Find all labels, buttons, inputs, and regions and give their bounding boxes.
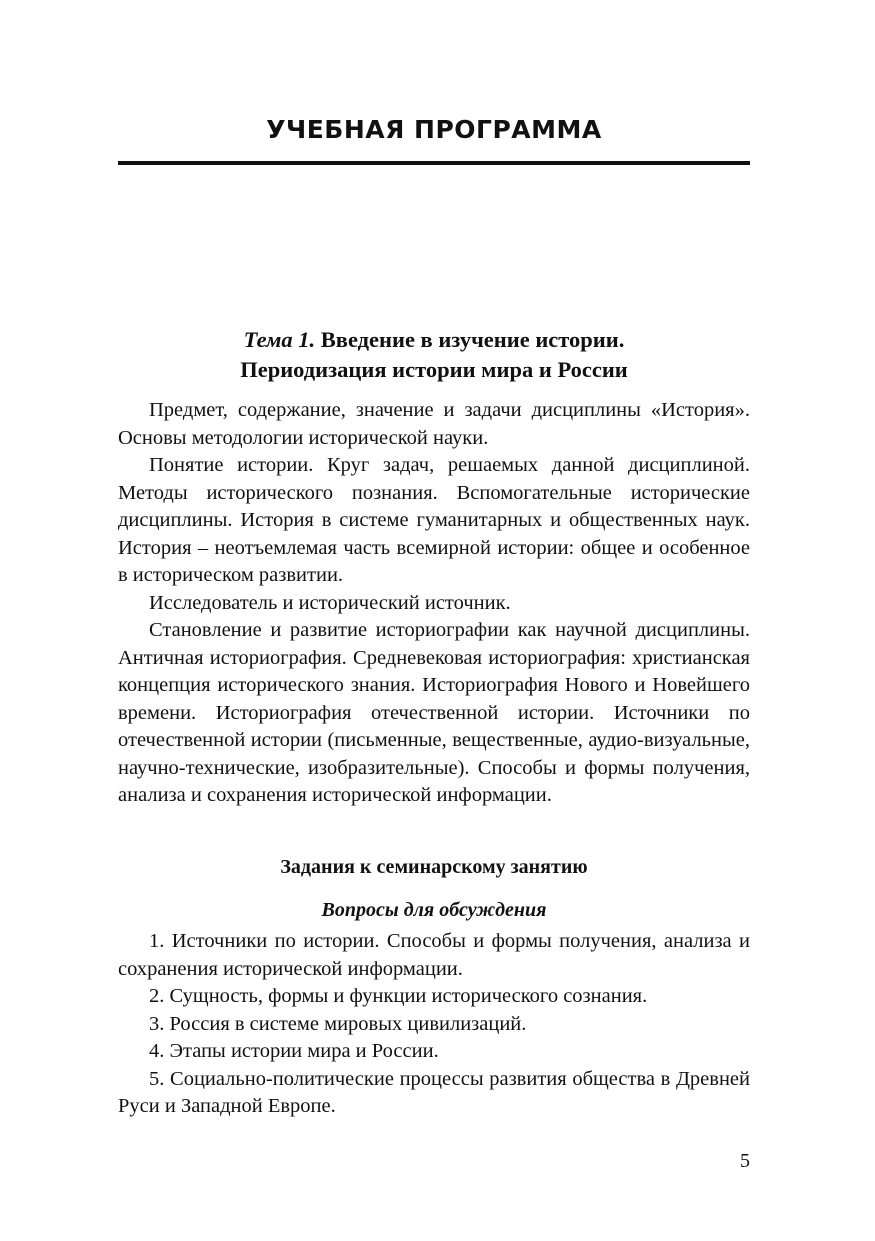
list-item: 2. Сущность, формы и функции исторического сознания. (149, 985, 648, 1007)
seminar-heading: Задания к семинарскому занятию (280, 856, 588, 878)
list-item: 4. Этапы истории мира и России. (149, 1040, 439, 1062)
paragraph-researcher: Исследователь и исторический источник. (149, 591, 511, 614)
topic-title-line-1: Введение в изучение истории. (320, 327, 625, 352)
topic-heading (118, 325, 750, 385)
paragraph-concept: Понятие истории. Круг задач, решаемых данной дисциплиной. Методы исторического познания. Вспомогательные исторические дисциплины. История в системе гуманитарных и общественных наук. История – неотъемлемая часть всемирной истории: общее и особенное в историческом развитии. (118, 454, 750, 586)
list-item: 5. Социально-политические процессы развития общества в Древней Руси и Западной Европе. (118, 1067, 750, 1117)
page-number: 5 (740, 1150, 750, 1172)
topic-title-line-2: Периодизация истории мира и России (240, 357, 628, 382)
list-item: 3. Россия в системе мировых цивилизаций. (149, 1012, 527, 1035)
list-item: 1. Источники по истории. Способы и формы получения, анализа и сохранения исторической информации. (118, 930, 750, 980)
header-divider (118, 161, 750, 165)
topic-description (118, 397, 750, 810)
discussion-questions-heading: Вопросы для обсуждения (321, 899, 547, 921)
topic-heading-line-1 (118, 325, 750, 355)
discussion-questions-list (118, 928, 750, 1121)
paragraph-historiography: Становление и развитие историографии как научной дисциплины. Античная историография. Средневековая историография: христианская концепция исторического знания. Историография Нового и Новейшего времени. Историография отечественной истории. Источники по отечественной истории (письменные, вещественные, аудио-визуальные, научно-технические, изобразительные). Способы и формы получения, анализа и сохранения исторической информации. (118, 619, 750, 806)
paragraph-subject: Предмет, содержание, значение и задачи дисциплины «История». Основы методологии исторической науки. (118, 399, 750, 449)
topic-label: Тема 1. (243, 327, 316, 352)
page-title: УЧЕБНАЯ ПРОГРАММА (266, 115, 602, 144)
